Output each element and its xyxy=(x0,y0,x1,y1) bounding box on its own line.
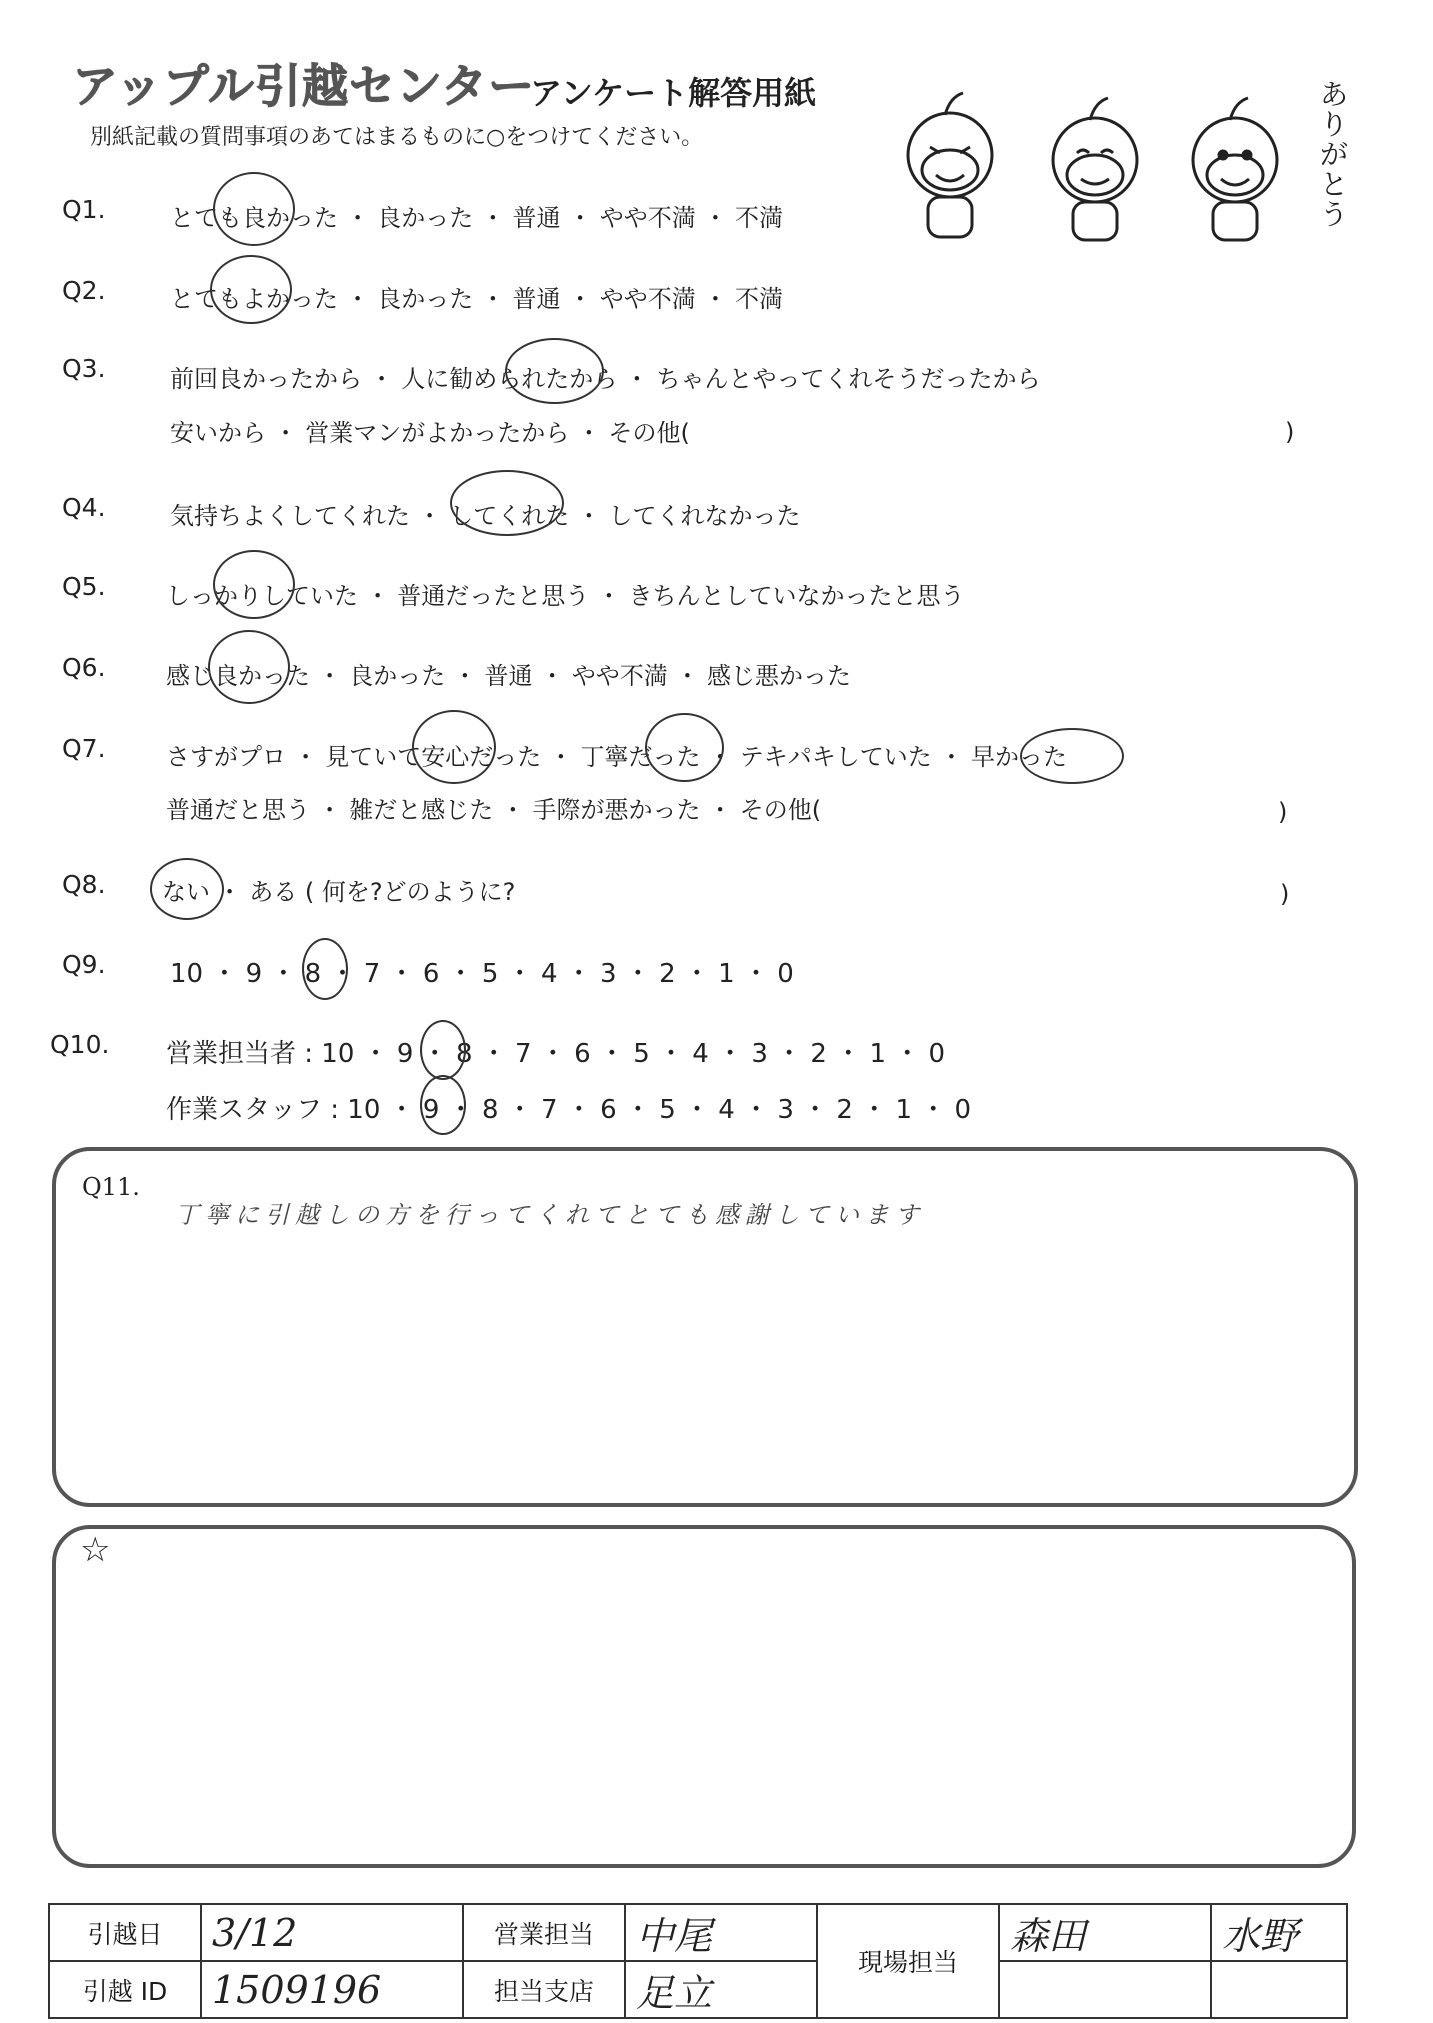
q5-options: しっかりしていた ・ 普通だったと思う ・ きちんとしていなかったと思う xyxy=(166,582,965,610)
answer-circle-q8 xyxy=(150,858,224,920)
q8-options: ない ・ ある ( 何を?どのように? xyxy=(162,878,516,906)
site-staff-empty-1 xyxy=(999,1961,1211,2018)
q4-options: 気持ちよくしてくれた ・ してくれた ・ してくれなかった xyxy=(170,502,801,530)
answer-circle-q4 xyxy=(450,470,564,536)
q10-sales-scale: 営業担当者 : 10 ・ 9 ・ 8 ・ 7 ・ 6 ・ 5 ・ 4 ・ 3 ・ 2 ・ 1 ・ 0 xyxy=(166,1039,946,1069)
q5-label: Q5. xyxy=(62,572,106,601)
move-info-table xyxy=(48,1903,1348,2019)
q2-options: とてもよかった ・ 良かった ・ 普通 ・ やや不満 ・ 不満 xyxy=(170,285,784,313)
sales-value: 中尾 xyxy=(625,1904,817,1961)
star-comment-box xyxy=(52,1525,1356,1868)
q1-options: とても良かった ・ 良かった ・ 普通 ・ やや不満 ・ 不満 xyxy=(170,204,784,232)
site-staff-1-value: 森田 xyxy=(999,1904,1211,1961)
monkey-mascots-illustration xyxy=(890,75,1340,245)
q3-close-paren: ) xyxy=(1285,418,1295,446)
q7-label: Q7. xyxy=(62,734,106,763)
q8-close-paren: ) xyxy=(1280,880,1290,908)
branch-value: 足立 xyxy=(625,1961,817,2018)
site-staff-empty-2 xyxy=(1211,1961,1347,2018)
answer-circle-q10-staff xyxy=(420,1075,466,1135)
q1-label: Q1. xyxy=(62,195,106,224)
answer-circle-q7-teinei xyxy=(645,713,724,782)
q2-label: Q2. xyxy=(62,276,106,305)
q7-options-line1: さすがプロ ・ 見ていて安心だった ・ 丁寧だった ・ テキパキしていた ・ 早かった xyxy=(166,743,1068,771)
site-staff-2-value: 水野 xyxy=(1211,1904,1347,1961)
q6-options: 感じ良かった ・ 良かった ・ 普通 ・ やや不満 ・ 感じ悪かった xyxy=(166,662,852,690)
instruction-text: 別紙記載の質問事項のあてはまるものに○をつけてください。 xyxy=(90,125,704,150)
answer-circle-q5 xyxy=(213,550,295,619)
q3-options-line1: 前回良かったから ・ 人に勧められたから ・ ちゃんとやってくれそうだったから xyxy=(170,365,1041,393)
q7-close-paren: ) xyxy=(1278,798,1288,826)
q8-label: Q8. xyxy=(62,870,106,899)
move-date-value: 3/12 xyxy=(201,1904,463,1961)
q3-options-line2: 安いから ・ 営業マンがよかったから ・ その他( xyxy=(170,419,690,447)
move-id-label: 引越 ID xyxy=(49,1961,201,2018)
answer-circle-q10-sales xyxy=(420,1020,466,1080)
branch-label: 担当支店 xyxy=(463,1961,625,2018)
answer-circle-q6 xyxy=(208,630,290,704)
answer-circle-q2 xyxy=(210,255,292,324)
q10-staff-scale: 作業スタッフ : 10 ・ 9 ・ 8 ・ 7 ・ 6 ・ 5 ・ 4 ・ 3 ・ 2 ・ 1 ・ 0 xyxy=(166,1095,972,1125)
q7-options-line2: 普通だと思う ・ 雑だと感じた ・ 手際が悪かった ・ その他( xyxy=(166,796,822,824)
form-title: アップル引越センター xyxy=(72,59,536,113)
q11-handwritten-comment: 丁寧に引越しの方を行ってくれてとても感謝しています xyxy=(175,1201,925,1229)
q6-label: Q6. xyxy=(62,653,106,682)
answer-circle-q1 xyxy=(213,172,295,246)
q9-scale: 10 ・ 9 ・ 8 ・ 7 ・ 6 ・ 5 ・ 4 ・ 3 ・ 2 ・ 1 ・ 0 xyxy=(170,959,794,989)
move-id-value: 1509196 xyxy=(201,1961,463,2018)
site-staff-label: 現場担当 xyxy=(817,1904,999,2018)
q4-label: Q4. xyxy=(62,493,106,522)
mascot-caption: ありがとう xyxy=(1320,78,1349,231)
answer-circle-q9 xyxy=(302,938,348,1000)
q3-label: Q3. xyxy=(62,354,106,383)
star-icon: ☆ xyxy=(80,1530,111,1570)
move-date-label: 引越日 xyxy=(49,1904,201,1961)
q9-label: Q9. xyxy=(62,950,106,979)
answer-circle-q3 xyxy=(505,338,604,404)
q11-label: Q11. xyxy=(82,1173,140,1201)
answer-circle-q7-hayakatta xyxy=(1020,728,1124,784)
q10-label: Q10. xyxy=(50,1030,110,1059)
form-subtitle: アンケート解答用紙 xyxy=(530,74,817,112)
answer-circle-q7-anshin xyxy=(412,710,496,784)
sales-label: 営業担当 xyxy=(463,1904,625,1961)
